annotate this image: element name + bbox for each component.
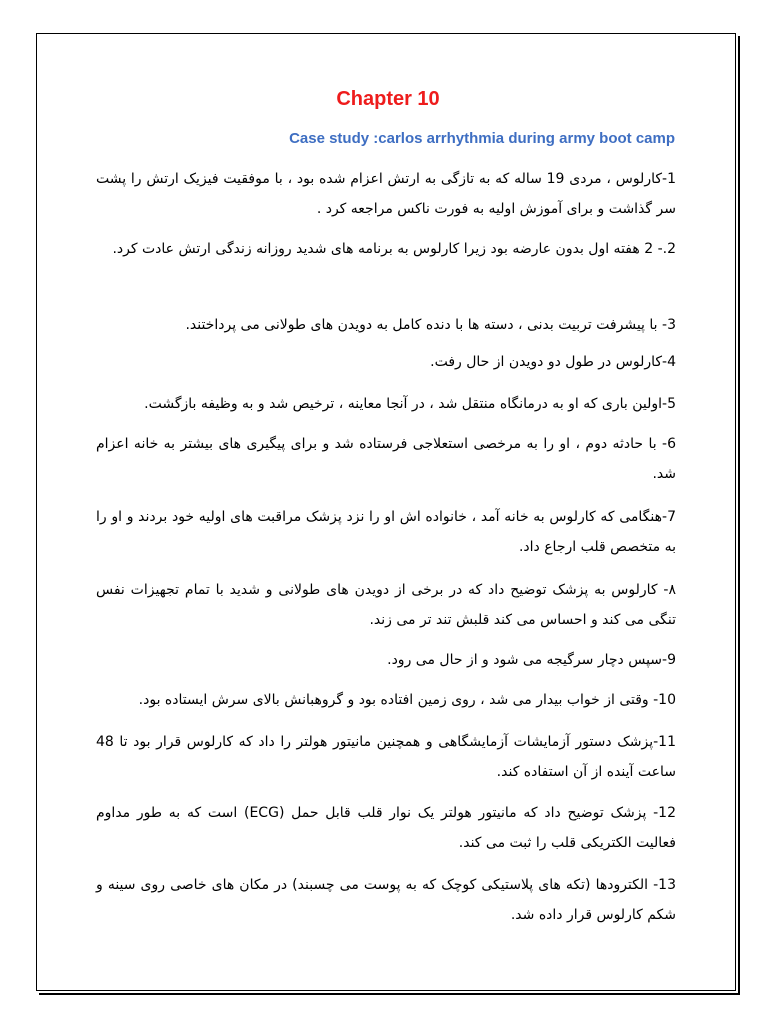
paragraph-2: 2.- 2 هفته اول بدون عارضه بود زیرا کارلوس به برنامه های شدید روزانه زندگی ارتش عادت کرد.	[112, 241, 676, 257]
paragraph-5: 5-اولین باری که او به درمانگاه منتقل شد ، در آنجا معاینه ، ترخیص شد و به وظیفه بازگشت.	[144, 396, 676, 412]
paragraph-13: 13- الکترودها (تکه های پلاستیکی کوچک که به پوست می چسبند) در مکان های خاصی روی سینه و شکم کارلوس قرار داده شد.	[96, 877, 676, 923]
paragraph-10: 10- وقتی از خواب بیدار می شد ، روی زمین افتاده بود و گروهبانش بالای سرش ایستاده بود.	[138, 692, 676, 708]
paragraph-7: 7-هنگامی که کارلوس به خانه آمد ، خانواده اش او را نزد پزشک مراقبت های اولیه خود بردند و او را به متخصص قلب ارجاع داد.	[96, 509, 676, 555]
case-study-subtitle: Case study :carlos arrhythmia during army boot camp	[289, 130, 675, 147]
paragraph-12: 12- پزشک توضیح داد که مانیتور هولتر یک نوار قلب قابل حمل (ECG) است که به طور مداوم فعالیت الکتریکی قلب را ثبت می کند.	[96, 805, 676, 851]
paragraph-6: 6- با حادثه دوم ، او را به مرخصی استعلاجی فرستاده شد و برای پیگیری های بیشتر به خانه اعزام شد.	[96, 436, 676, 482]
paragraph-4: 4-کارلوس در طول دو دویدن از حال رفت.	[430, 354, 676, 370]
paragraph-3: 3- با پیشرفت تربیت بدنی ، دسته ها با دنده کامل به دویدن های طولانی می پرداختند.	[185, 317, 676, 333]
paragraph-11: 11-پزشک دستور آزمایشات آزمایشگاهی و همچنین مانیتور هولتر را داد که کارلوس قرار بود تا 48 ساعت آینده از آن استفاده کند.	[96, 734, 676, 780]
paragraph-8: ۸- کارلوس به پزشک توضیح داد که در برخی از دویدن های طولانی و شدید با تمام تجهیزات نفس تنگی می کند و احساس می کند قلبش تند تر می زند.	[96, 582, 676, 628]
chapter-title: Chapter 10	[336, 88, 440, 110]
paragraph-1: 1-کارلوس ، مردی 19 ساله که به تازگی به ارتش اعزام شده بود ، با موفقیت فیزیک ارتش را پشت سر گذاشت و برای آموزش اولیه به فورت ناکس مراجعه کرد .	[96, 171, 676, 217]
paragraph-9: 9-سپس دچار سرگیجه می شود و از حال می رود.	[387, 652, 676, 668]
